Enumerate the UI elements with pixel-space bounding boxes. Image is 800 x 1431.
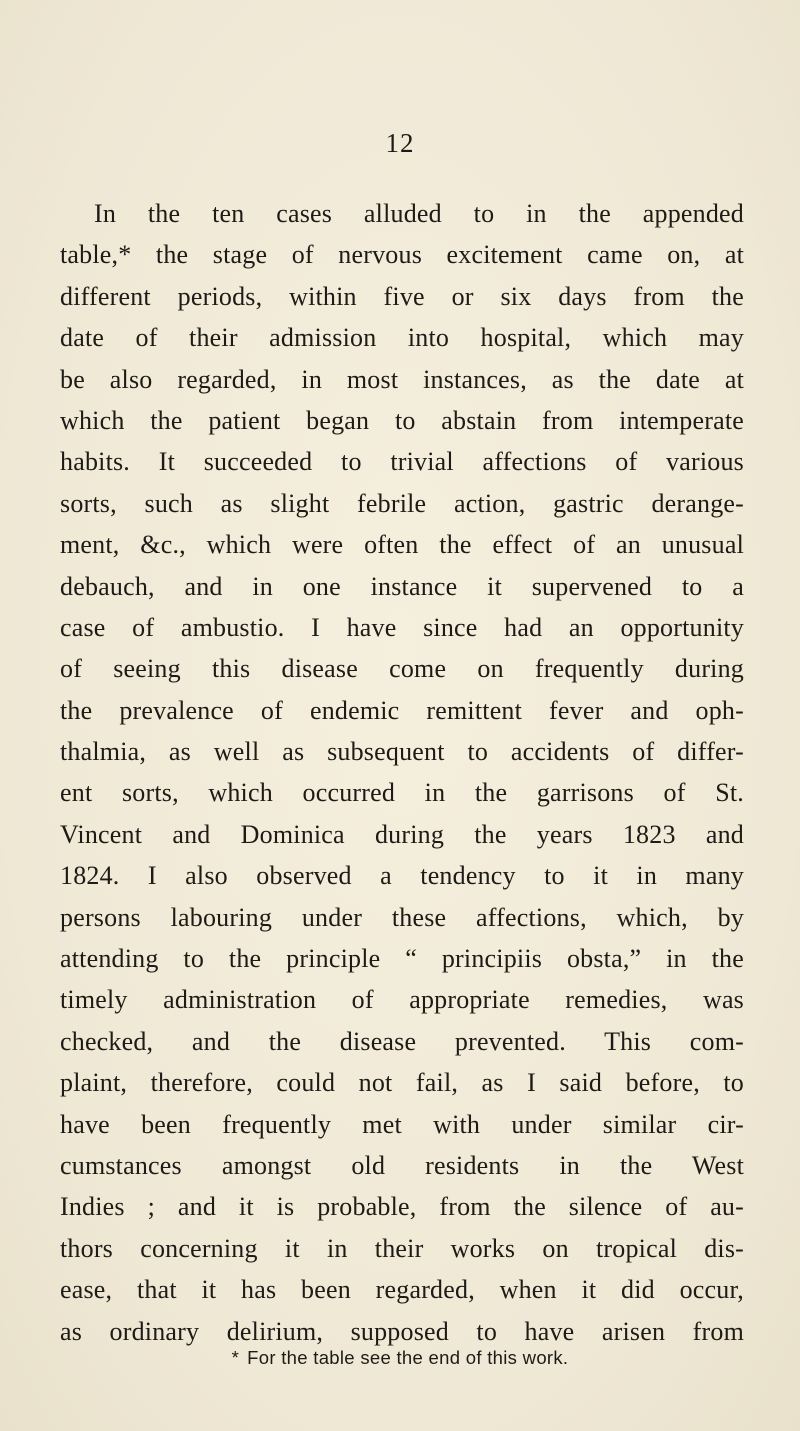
text-line: Indies ; and it is probable, from the silence of au- [60, 1192, 744, 1222]
text-line: Vincent and Dominica during the years 1823 and [60, 819, 744, 849]
page-number: 12 [385, 128, 415, 158]
text-line: date of their admission into hospital, which may [60, 323, 744, 353]
text-line: 1824. I also observed a tendency to it in many [60, 861, 744, 891]
text-line: have been frequently met with under similar cir- [60, 1109, 744, 1139]
text-line: cumstances amongst old residents in the West [60, 1150, 744, 1180]
text-line: debauch, and in one instance it supervened to a [60, 571, 744, 601]
footnote-text: For the table see the end of this work. [247, 1347, 569, 1368]
text-line: attending to the principle “ principiis obsta,” in the [60, 944, 744, 974]
text-line: In the ten cases alluded to in the appended [94, 199, 744, 228]
text-line: which the patient began to abstain from intemperate [60, 405, 744, 435]
text-line: sorts, such as slight febrile action, gastric derange- [60, 488, 744, 518]
footnote [0, 1347, 800, 1369]
text-line: habits. It succeeded to trivial affections of various [60, 447, 744, 477]
text-line: ment, &c., which were often the effect of an unusual [60, 530, 744, 560]
text-line: different periods, within five or six days from the [60, 281, 744, 311]
text-line: timely administration of appropriate remedies, was [60, 985, 744, 1015]
text-line: be also regarded, in most instances, as the date at [60, 364, 744, 394]
text-line: checked, and the disease prevented. This com- [60, 1026, 744, 1056]
text-line: of seeing this disease come on frequently during [60, 654, 744, 684]
body-text [60, 193, 744, 1352]
text-line: ent sorts, which occurred in the garrisons of St. [60, 778, 744, 808]
text-line: plaint, therefore, could not fail, as I said before, to [60, 1068, 744, 1098]
text-line: persons labouring under these affections, which, by [60, 902, 744, 932]
text-line: thalmia, as well as subsequent to accidents of differ- [60, 737, 744, 767]
text-line: table,* the stage of nervous excitement came on, at [60, 240, 744, 270]
text-line: ease, that it has been regarded, when it did occur, [60, 1275, 744, 1305]
text-line: the prevalence of endemic remittent fever and oph- [60, 695, 744, 725]
text-line: thors concerning it in their works on tropical dis- [60, 1233, 744, 1263]
text-line: case of ambustio. I have since had an opportunity [60, 612, 744, 642]
text-line: as ordinary delirium, supposed to have arisen from [60, 1316, 744, 1346]
footnote-mark: * [231, 1347, 240, 1368]
